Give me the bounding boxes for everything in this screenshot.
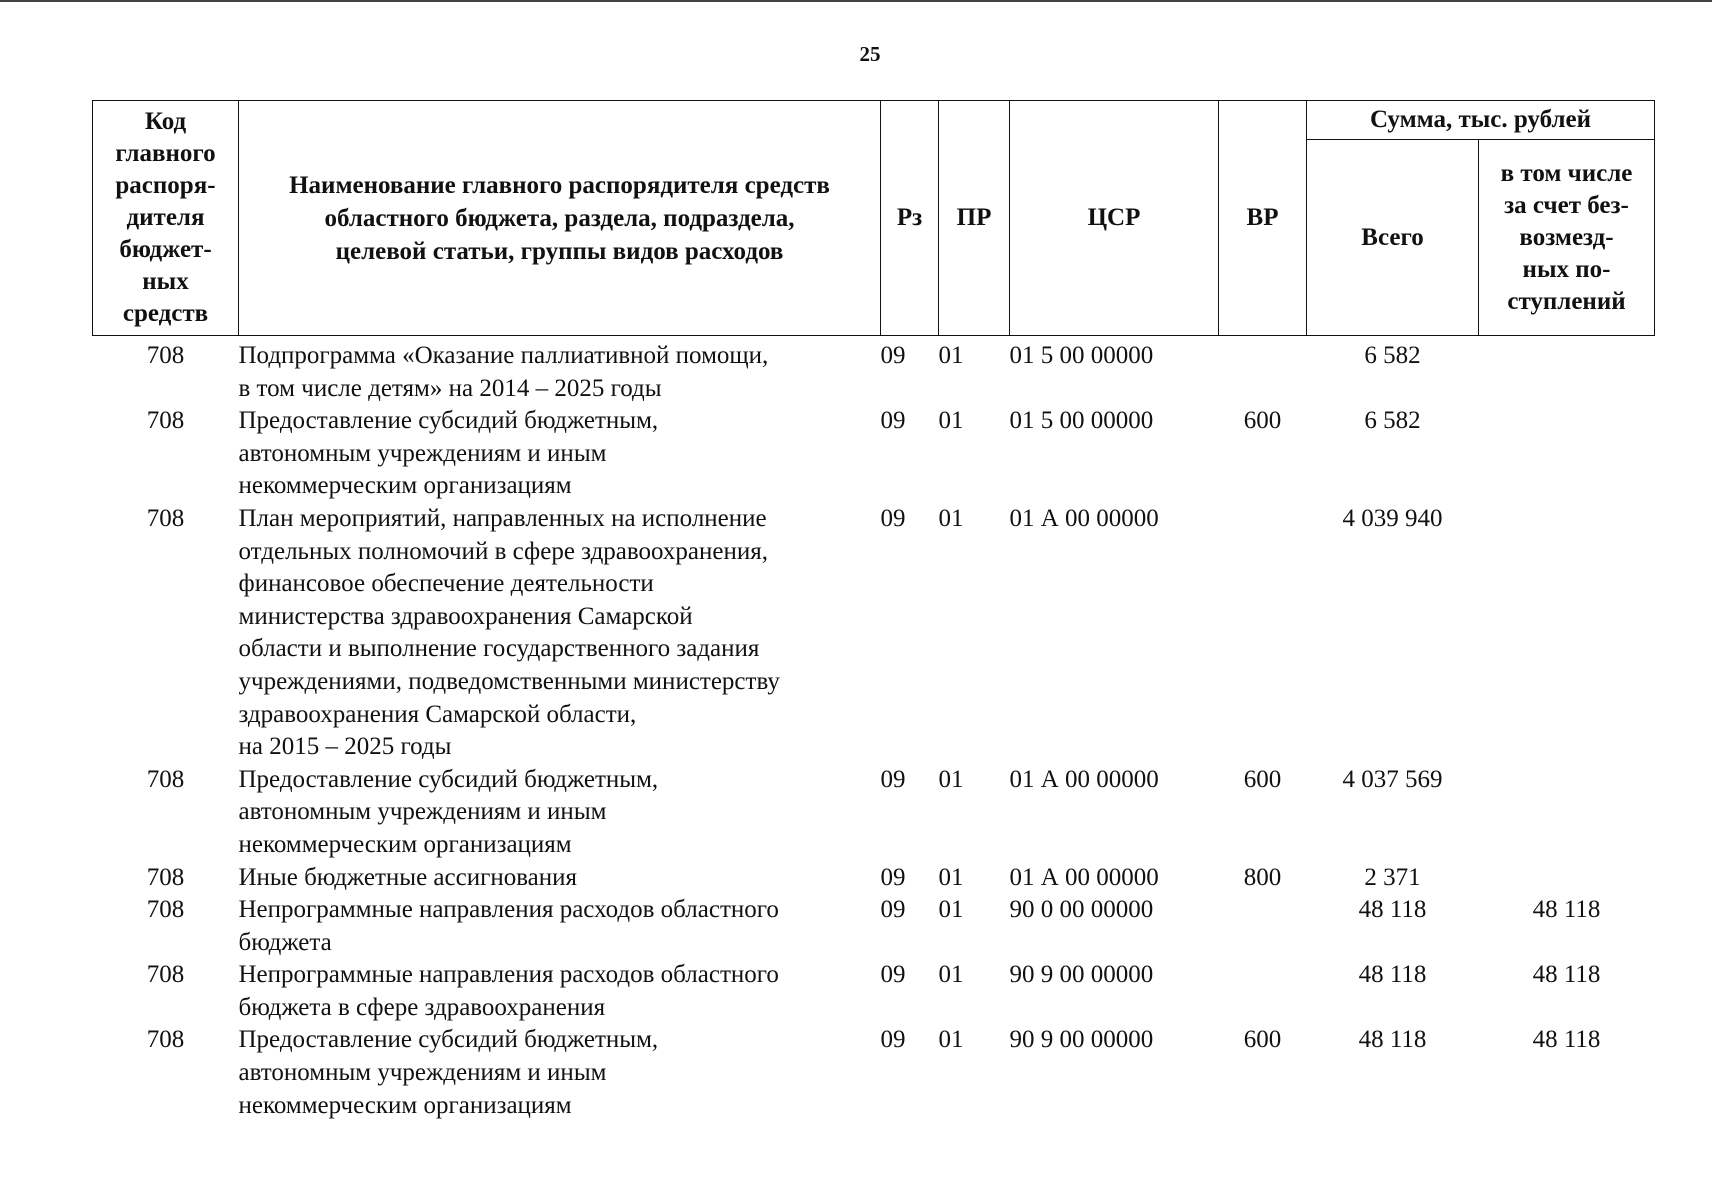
row-rz: 09 — [880, 863, 906, 891]
row-vr — [1219, 503, 1307, 764]
table-body — [93, 336, 1655, 1123]
row-csr: 90 9 00 00000 — [1009, 961, 1154, 989]
row-vr: 600 — [1243, 1026, 1282, 1054]
row-name-line: План мероприятий, направленных на исполнение — [238, 504, 767, 532]
header-total: Всего — [1307, 140, 1479, 336]
row-name-line: автономным учреждениям и иным — [238, 798, 607, 826]
row-name-line: здравоохранения Самарской области, — [238, 700, 637, 728]
row-free: 48 118 — [1532, 1026, 1601, 1054]
row-name — [239, 405, 881, 503]
header-name: Наименование главного распорядителя средств областного бюджета, раздела, подраздела, целевой статьи, группы видов расходов — [239, 101, 881, 336]
row-free: 48 118 — [1532, 961, 1601, 989]
row-name — [239, 503, 881, 764]
row-code: 708 — [146, 961, 185, 989]
row-pr: 01 — [938, 1026, 964, 1054]
row-name-line: в том числе детям» на 2014 – 2025 годы — [238, 374, 662, 402]
row-name — [239, 764, 881, 862]
row-total: 4 037 569 — [1342, 765, 1443, 793]
row-free — [1479, 503, 1655, 764]
row-pr: 01 — [938, 342, 964, 369]
row-vr: 800 — [1243, 863, 1282, 891]
table-row — [93, 503, 1655, 764]
table-row — [93, 336, 1655, 406]
row-csr: 01 А 00 00000 — [1009, 863, 1159, 891]
row-pr: 01 — [938, 863, 964, 891]
row-pr: 01 — [938, 407, 964, 435]
row-name-line: бюджета в сфере здравоохранения — [238, 993, 606, 1021]
header-free: в том числе за счет без- возмезд- ных по- ступлений — [1479, 140, 1655, 336]
top-rule — [0, 0, 1712, 2]
row-code: 708 — [146, 896, 185, 924]
row-name-line: учреждениями, подведомственными министерству — [238, 667, 780, 695]
row-code: 708 — [146, 1026, 185, 1054]
header-code: Код главного распоря- дителя бюджет- ных средств — [93, 101, 239, 336]
row-free: 48 118 — [1532, 896, 1601, 924]
row-csr: 90 0 00 00000 — [1009, 896, 1154, 924]
row-name-line: области и выполнение государственного задания — [238, 635, 760, 663]
row-rz: 09 — [880, 504, 906, 532]
row-free — [1479, 336, 1655, 406]
table-row — [93, 764, 1655, 862]
row-total: 6 582 — [1364, 342, 1421, 369]
row-name — [239, 959, 881, 1024]
row-name-line: автономным учреждениям и иным — [238, 439, 607, 467]
row-pr: 01 — [938, 504, 964, 532]
row-rz: 09 — [880, 961, 906, 989]
table-row — [93, 405, 1655, 503]
row-pr: 01 — [938, 765, 964, 793]
table-row — [93, 1024, 1655, 1122]
budget-table — [92, 100, 1655, 1122]
table-row — [93, 959, 1655, 1024]
row-name-line: некоммерческим организациям — [238, 1091, 572, 1119]
header-sum: Сумма, тыс. рублей — [1307, 101, 1655, 140]
row-free — [1479, 862, 1655, 895]
row-rz: 09 — [880, 765, 906, 793]
row-name-line: отдельных полномочий в сфере здравоохранения, — [238, 537, 768, 565]
row-code: 708 — [146, 342, 185, 369]
row-name-line: Непрограммные направления расходов областного — [238, 961, 779, 989]
row-name-line: министерства здравоохранения Самарской — [238, 602, 693, 630]
row-name — [239, 336, 881, 406]
row-rz: 09 — [880, 896, 906, 924]
row-csr: 01 А 00 00000 — [1009, 504, 1159, 532]
row-vr — [1219, 336, 1307, 406]
row-code: 708 — [146, 765, 185, 793]
row-code: 708 — [146, 504, 185, 532]
row-csr: 90 9 00 00000 — [1009, 1026, 1154, 1054]
header-vr: ВР — [1219, 101, 1307, 336]
row-name-line: Непрограммные направления расходов областного — [238, 896, 779, 924]
row-pr: 01 — [938, 896, 964, 924]
row-code: 708 — [146, 407, 185, 435]
row-rz: 09 — [880, 342, 906, 369]
row-code: 708 — [146, 863, 185, 891]
row-name-line: финансовое обеспечение деятельности — [238, 570, 654, 598]
header-csr: ЦСР — [1010, 101, 1219, 336]
row-name-line: некоммерческим организациям — [238, 472, 572, 500]
row-name — [239, 862, 881, 895]
row-pr: 01 — [938, 961, 964, 989]
row-name-line: некоммерческим организациям — [238, 830, 572, 858]
row-total: 4 039 940 — [1342, 504, 1443, 532]
row-name-line: Предоставление субсидий бюджетным, — [238, 1026, 659, 1054]
row-name-line: Предоставление субсидий бюджетным, — [238, 765, 659, 793]
row-total: 6 582 — [1364, 407, 1421, 435]
header-rz: Рз — [881, 101, 939, 336]
table-row — [93, 894, 1655, 959]
row-name-line: автономным учреждениям и иным — [238, 1059, 607, 1087]
row-name — [239, 894, 881, 959]
row-name-line: Иные бюджетные ассигнования — [238, 863, 578, 891]
row-vr — [1219, 959, 1307, 1024]
row-vr: 600 — [1243, 407, 1282, 435]
row-rz: 09 — [880, 407, 906, 435]
row-name-line: на 2015 – 2025 годы — [238, 733, 452, 761]
row-csr: 01 5 00 00000 — [1009, 342, 1154, 369]
row-total: 48 118 — [1358, 1026, 1427, 1054]
row-total: 48 118 — [1358, 961, 1427, 989]
row-csr: 01 А 00 00000 — [1009, 765, 1159, 793]
table-row — [93, 862, 1655, 895]
page-number: 25 — [859, 42, 881, 66]
row-name-line: Предоставление субсидий бюджетным, — [238, 407, 659, 435]
row-vr: 600 — [1243, 765, 1282, 793]
row-name — [239, 1024, 881, 1122]
row-total: 48 118 — [1358, 896, 1427, 924]
row-vr — [1219, 894, 1307, 959]
row-rz: 09 — [880, 1026, 906, 1054]
row-name-line: Подпрограмма «Оказание паллиативной помощи, — [238, 342, 769, 369]
row-total: 2 371 — [1364, 863, 1421, 891]
row-free — [1479, 764, 1655, 862]
row-name-line: бюджета — [238, 928, 332, 956]
header-pr: ПР — [939, 101, 1010, 336]
row-free — [1479, 405, 1655, 503]
row-csr: 01 5 00 00000 — [1009, 407, 1154, 435]
